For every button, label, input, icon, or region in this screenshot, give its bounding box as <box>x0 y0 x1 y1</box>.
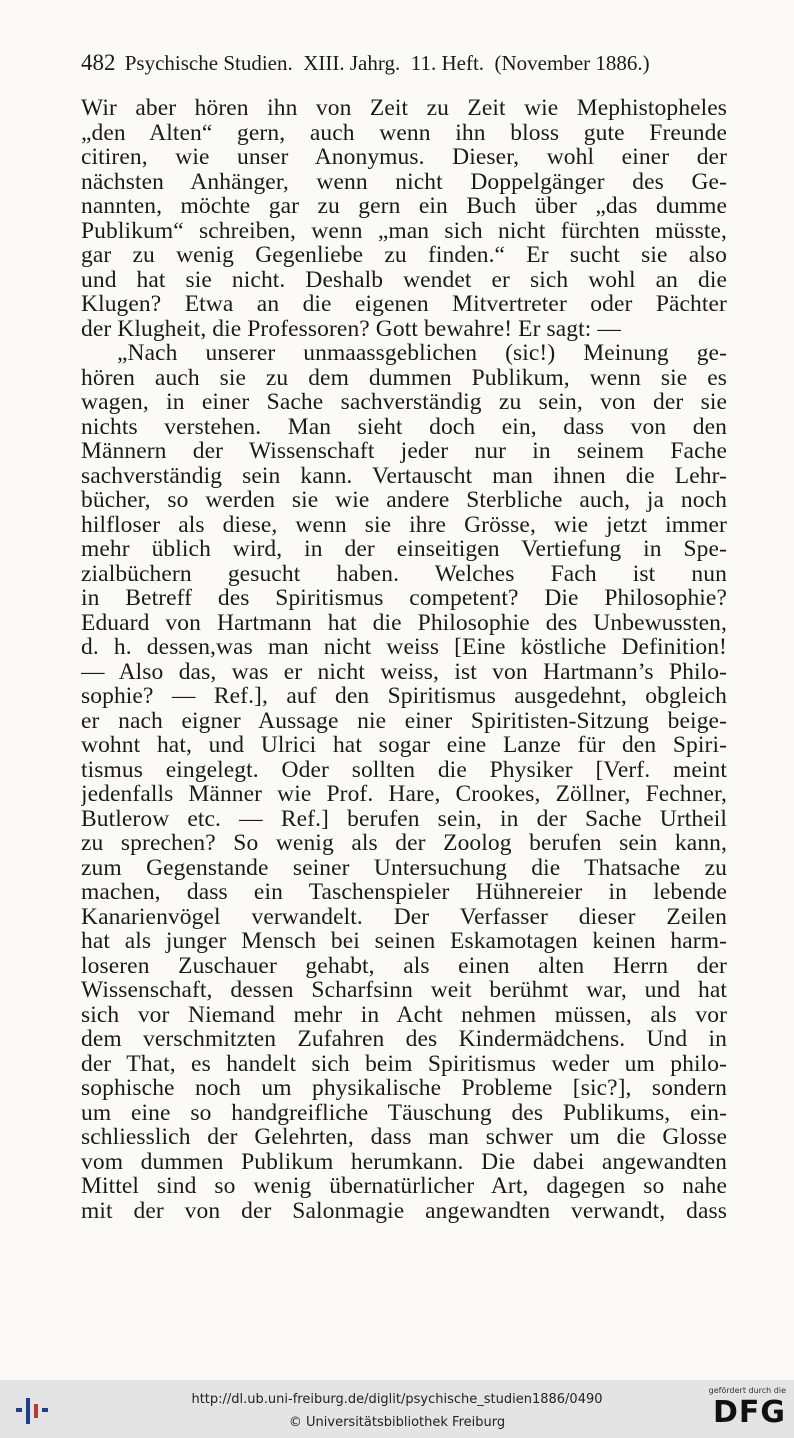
text-line: wohnt hat, und Ulrici hat sogar eine Lanze für den Spiri- <box>81 733 727 758</box>
text-line: Wissenschaft, dessen Scharfsinn weit berühmt war, und hat <box>81 978 727 1003</box>
text-line: Eduard von Hartmann hat die Philosophie des Unbewussten, <box>81 610 727 635</box>
dfg-logo-icon: DFG <box>712 1395 786 1430</box>
text-line: Butlerow etc. — Ref.] berufen sein, in der Sache Urtheil <box>81 806 727 831</box>
text-line: citiren, wie unser Anonymus. Dieser, wohl einer der <box>81 145 727 170</box>
text-line: Klugen? Etwa an die eigenen Mitvertreter oder Pächter <box>81 292 727 317</box>
text-line: nannten, möchte gar zu gern ein Buch über „das dumme <box>81 194 727 219</box>
text-line: Männern der Wissenschaft jeder nur in seinem Fache <box>81 439 727 464</box>
dfg-support-text: gefördert durch die <box>708 1386 786 1395</box>
text-line: um eine so handgreifliche Täuschung des Publikums, ein- <box>81 1100 727 1125</box>
text-line: wagen, in einer Sache sachverständig zu sein, von der sie <box>81 390 727 415</box>
text-line: hören auch sie zu dem dummen Publikum, wenn sie es <box>81 365 727 390</box>
text-line: Kanarienvögel verwandelt. Der Verfasser dieser Zeilen <box>81 904 727 929</box>
text-line: nächsten Anhänger, wenn nicht Doppelgänger des Ge- <box>81 169 727 194</box>
text-line: jedenfalls Männer wie Prof. Hare, Crookes, Zöllner, Fechner, <box>81 782 727 807</box>
viewer-footer <box>0 1380 794 1438</box>
text-line: d. h. dessen,was man nicht weiss [Eine köstliche Definition! <box>81 635 727 660</box>
text-line: und hat sie nicht. Deshalb wendet er sich wohl an die <box>81 267 727 292</box>
body-text <box>81 96 727 1223</box>
text-line: der That, es handelt sich beim Spiritismus weder um philo- <box>81 1051 727 1076</box>
text-line: der Klugheit, die Professoren? Gott bewahre! Er sagt: — <box>81 316 621 341</box>
text-line: sich vor Niemand mehr in Acht nehmen müssen, als vor <box>81 1002 727 1027</box>
running-title: Psychische Studien. XIII. Jahrg. 11. Heft. (November 1886.) <box>124 51 650 75</box>
text-line: sophische noch um physikalische Probleme [sic?], sondern <box>81 1076 727 1101</box>
text-line: — Also das, was er nicht weiss, ist von Hartmann’s Philo- <box>81 659 727 684</box>
text-line: Mittel sind so wenig übernatürlicher Art, dagegen so nahe <box>81 1174 727 1199</box>
text-line: bücher, so werden sie wie andere Sterbliche auch, ja noch <box>81 488 727 513</box>
text-line: hilfloser als diese, wenn sie ihre Grösse, wie jetzt immer <box>81 512 727 537</box>
running-header <box>81 50 726 76</box>
text-line: in Betreff des Spiritismus competent? Die Philosophie? <box>81 586 727 611</box>
text-line: sachverständig sein kann. Vertauscht man ihnen die Lehr- <box>81 463 727 488</box>
text-line: Wir aber hören ihn von Zeit zu Zeit wie Mephistopheles <box>81 96 727 121</box>
copyright-notice: © Universitätsbibliothek Freiburg <box>288 1415 506 1430</box>
text-line: „Nach unserer unmaassgeblichen (sic!) Meinung ge- <box>117 341 727 366</box>
text-line: sophie? — Ref.], auf den Spiritismus ausgedehnt, obgleich <box>81 684 727 709</box>
text-line: gar zu wenig Gegenliebe zu finden.“ Er sucht sie also <box>81 243 727 268</box>
text-line: zialbüchern gesucht haben. Welches Fach ist nun <box>81 561 727 586</box>
text-line: hat als junger Mensch bei seinen Eskamotagen keinen harm- <box>81 929 727 954</box>
page-number: 482 <box>81 50 116 75</box>
text-line: mehr üblich wird, in der einseitigen Vertiefung in Spe- <box>81 537 727 562</box>
text-line: Publikum“ schreiben, wenn „man sich nicht fürchten müsste, <box>81 218 727 243</box>
text-line: schliesslich der Gelehrten, dass man schwer um die Glosse <box>81 1125 727 1150</box>
text-line: „den Alten“ gern, auch wenn ihn bloss gute Freunde <box>81 120 727 145</box>
text-line: zum Gegenstande seiner Untersuchung die Thatsache zu <box>81 855 727 880</box>
text-line: mit der von der Salonmagie angewandten verwandt, dass <box>81 1198 727 1223</box>
text-line: dem verschmitzten Zufahren des Kindermädchens. Und in <box>81 1027 727 1052</box>
text-line: vom dummen Publikum herumkann. Die dabei angewandten <box>81 1149 727 1174</box>
text-line: er nach eigner Aussage nie einer Spiritisten-Sitzung beige- <box>81 708 727 733</box>
text-line: nichts verstehen. Man sieht doch ein, dass von den <box>81 414 727 439</box>
text-line: machen, dass ein Taschenspieler Hühnereier in lebende <box>81 880 727 905</box>
dfg-logo <box>696 1386 786 1434</box>
text-line: zu sprechen? So wenig als der Zoolog berufen sein kann, <box>81 831 727 856</box>
text-line: tismus eingelegt. Oder sollten die Physiker [Verf. meint <box>81 757 727 782</box>
document-url[interactable]: http://dl.ub.uni-freiburg.de/diglit/psychische_studien1886/0490 <box>191 1392 603 1407</box>
text-line: loseren Zuschauer gehabt, als einen alten Herrn der <box>81 953 727 978</box>
